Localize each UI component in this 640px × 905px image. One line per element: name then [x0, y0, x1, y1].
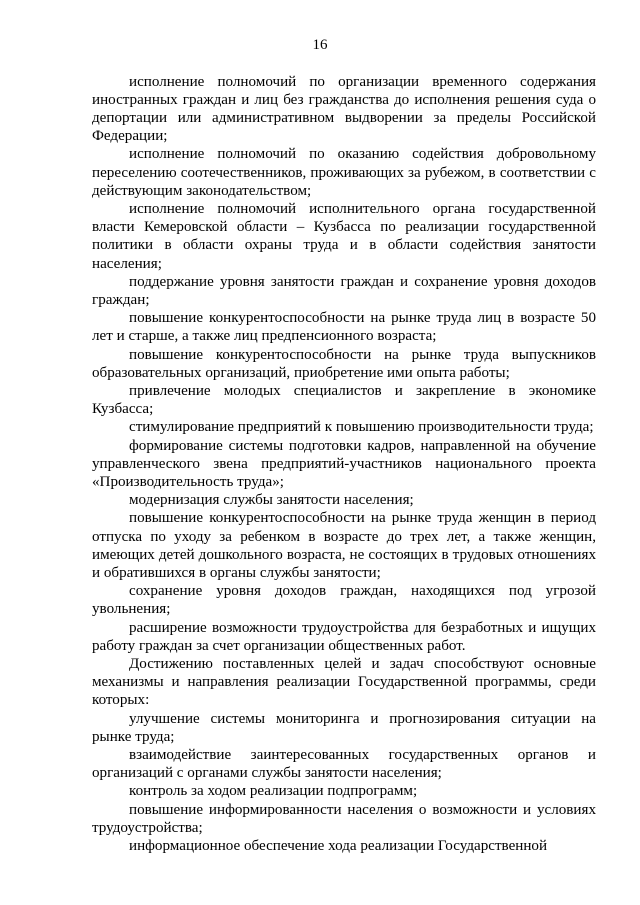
- paragraph: модернизация службы занятости населения;: [129, 492, 414, 509]
- body-text: [92, 73, 596, 856]
- paragraph: Достижению поставленных целей и задач способствуют основные механизмы и направления реализации Государственной программы, среди которых:: [92, 656, 596, 709]
- paragraph: стимулирование предприятий к повышению производительности труда;: [129, 419, 594, 436]
- paragraph: повышение конкурентоспособности на рынке труда выпускников образовательных организаций, приобретение ими опыта работы;: [92, 346, 596, 381]
- paragraph: поддержание уровня занятости граждан и сохранение уровня доходов граждан;: [92, 273, 596, 308]
- paragraph: исполнение полномочий исполнительного органа государственной власти Кемеровской области – Кузбасса по реализации государственной политики в области охраны труда и в области содействия занятости населения;: [92, 200, 596, 272]
- paragraph: повышение информированности населения о возможности и условиях трудоустройства;: [92, 801, 596, 836]
- paragraph: исполнение полномочий по оказанию содействия добровольному переселению соотечественников, проживающих за рубежом, в соответствии с действующим законодательством;: [92, 146, 596, 199]
- paragraph: повышение конкурентоспособности на рынке труда лиц в возрасте 50 лет и старше, а также лиц предпенсионного возраста;: [92, 310, 596, 345]
- page-number: 16: [312, 37, 328, 53]
- paragraph: исполнение полномочий по организации временного содержания иностранных граждан и лиц без гражданства до исполнения решения суда о депортации или административном выдворении за пределы Российской Федерации;: [92, 73, 596, 145]
- paragraph: повышение конкурентоспособности на рынке труда женщин в период отпуска по уходу за ребенком в возрасте до трех лет, а также женщин, имеющих детей дошкольного возраста, не состоящих в трудовых отношениях и обратившихся в органы службы занятости;: [92, 510, 596, 581]
- paragraph: сохранение уровня доходов граждан, находящихся под угрозой увольнения;: [92, 583, 596, 618]
- paragraph: привлечение молодых специалистов и закрепление в экономике Кузбасса;: [92, 382, 596, 418]
- paragraph: информационное обеспечение хода реализации Государственной: [129, 838, 548, 855]
- paragraph: взаимодействие заинтересованных государственных органов и организаций с органами службы занятости населения;: [92, 747, 596, 782]
- paragraph: контроль за ходом реализации подпрограмм;: [129, 783, 418, 800]
- paragraph: улучшение системы мониторинга и прогнозирования ситуации на рынке труда;: [92, 710, 596, 745]
- paragraph: расширение возможности трудоустройства для безработных и ищущих работу граждан за счет организации общественных работ.: [92, 619, 596, 654]
- paragraph: формирование системы подготовки кадров, направленной на обучение управленческого звена предприятий-участников национального проекта «Производительность труда»;: [92, 437, 596, 490]
